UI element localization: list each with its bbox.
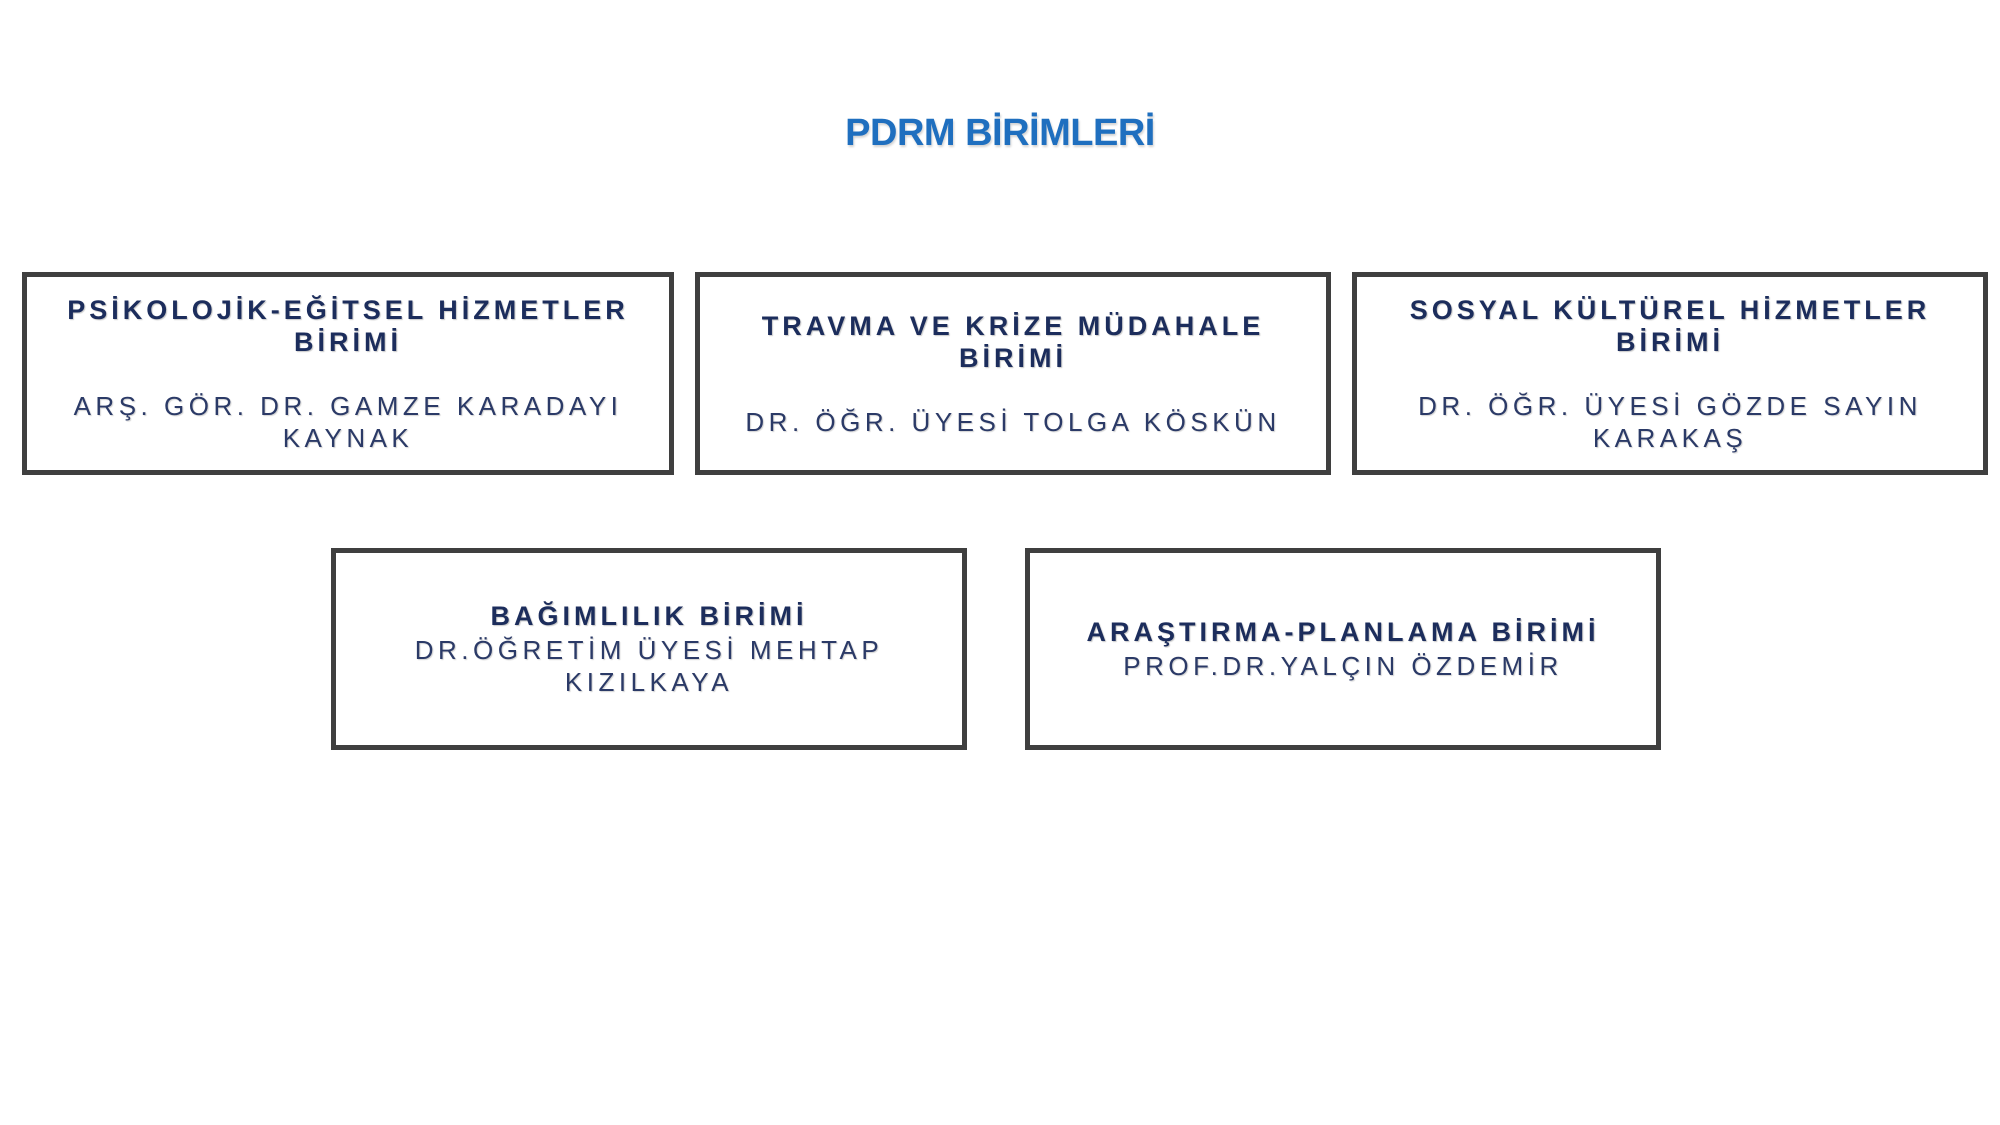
unit-box-bagimlilik [331,548,967,750]
unit-name-line: BİRİMİ [293,326,402,357]
unit-name-line: PSİKOLOJİK-EĞİTSEL HİZMETLER [67,294,629,325]
unit-head-line: DR. ÖĞR. ÜYESİ GÖZDE SAYIN [1418,390,1922,421]
unit-head-line: PROF.DR.YALÇIN ÖZDEMİR [1123,651,1563,681]
unit-head [1418,390,1922,454]
unit-name-line: BİRİMİ [959,342,1067,373]
page-title: PDRM BİRİMLERİ [845,112,1155,154]
unit-head [745,406,1280,438]
unit-box-travma-krize-mudahale [695,272,1331,475]
unit-name [762,310,1265,374]
unit-name [1410,294,1931,358]
unit-box-psikolojik-egitsel [22,272,674,475]
unit-name [491,600,808,632]
unit-box-sosyal-kulturel [1352,272,1988,475]
unit-name-line: SOSYAL KÜLTÜREL HİZMETLER [1409,294,1931,325]
unit-head-line: DR. ÖĞR. ÜYESİ TOLGA KÖSKÜN [745,406,1281,437]
unit-head-line: ARŞ. GÖR. DR. GAMZE KARADAYI [73,390,623,421]
unit-head-line: KIZILKAYA [564,667,734,697]
unit-name-line: ARAŞTIRMA-PLANLAMA BİRİMİ [1086,617,1600,647]
unit-box-arastirma-planlama [1025,548,1661,750]
unit-name-line: TRAVMA VE KRİZE MÜDAHALE [761,310,1265,341]
unit-name-line: BAĞIMLILIK BİRİMİ [490,601,808,631]
unit-head-line: KAYNAK [282,422,414,453]
unit-head-line: DR.ÖĞRETİM ÜYESİ MEHTAP [414,635,884,665]
unit-name-line: BİRİMİ [1616,326,1724,357]
unit-head [74,390,623,454]
unit-name [67,294,629,358]
unit-head [1123,650,1562,682]
unit-head [415,634,884,698]
unit-name [1087,616,1600,648]
unit-head-line: KARAKAŞ [1592,422,1748,453]
